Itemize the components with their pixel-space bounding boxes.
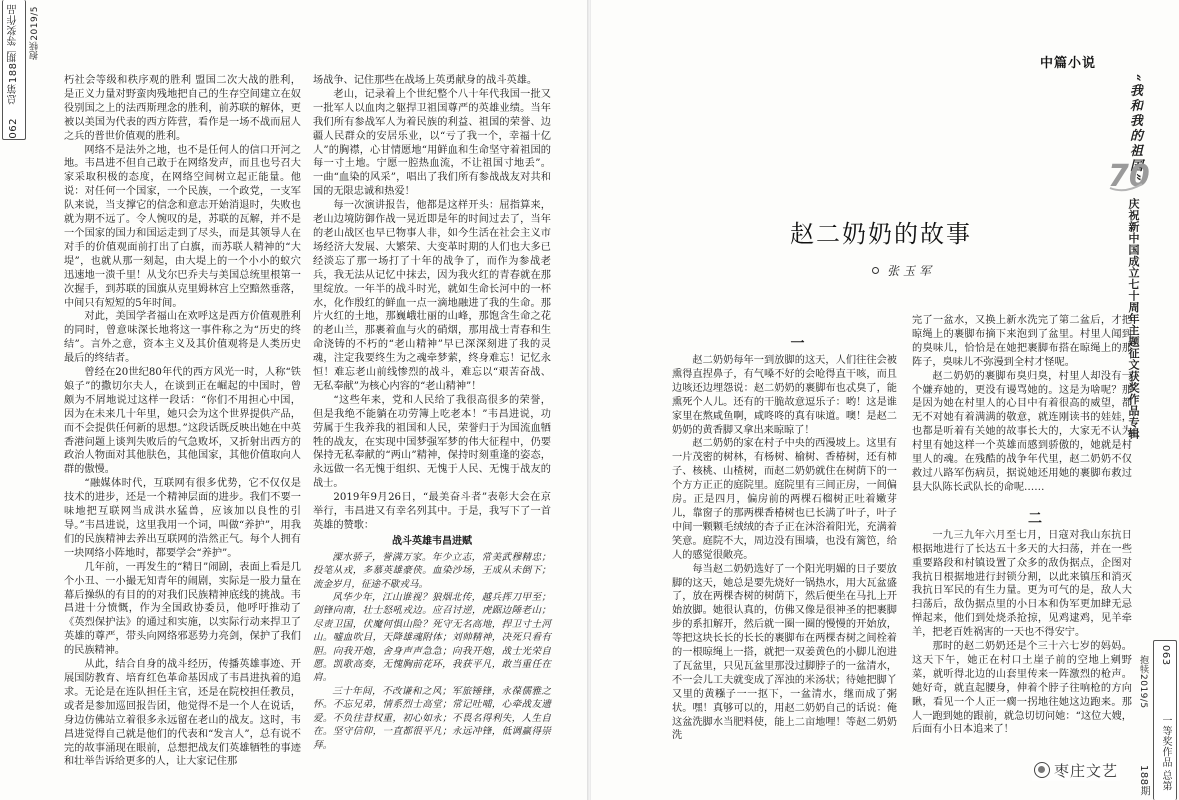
right-column-1	[672, 334, 897, 794]
right-tab-journal: 抱犊2019/5	[1138, 655, 1148, 709]
paragraph: 网络不是法外之地，也不是任何人的信口开河之地。韦昌进不但自己敢于在网络发声，而且也号召大家采取积极的态度，在网络空间树立起正能量。他说：对任何一个国家，一个民族，一个政党，一支军队来说，当支撑它的信念和意志开始消退时，失败也就为期不远了。令人惋叹的是，苏联的瓦解，并不是一个国家的国力和国运走到了尽头，而是其领导人在对手的价值观面前打出了白旗，而苏联人精神的“大堤”，也就从那一刻起，由大堤上的一个小小的蚁穴迅速地一溃千里！从戈尔巴乔夫与美国总统里根第一次握手，到苏联的国旗从克里姆林宫上空黯然垂落，中间只有短短的5年时间。	[64, 144, 301, 309]
author-name: 张玉军	[887, 264, 936, 278]
section-label: 中篇小说	[1040, 56, 1097, 71]
right-tab-issue: 总第188期	[1138, 764, 1171, 797]
wechat-icon	[1034, 762, 1050, 778]
poem-stanza: 溧水骄子，誉满万家。年少立志，常美武穆精忠；投笔从戎，多慕英雄豪侠。血染沙场，王成从未倒下；流金岁月，征途不歇戎马。	[313, 551, 551, 590]
paragraph: 每一次演讲报告，他都是这样开头：屈指算来，老山边境防御作战一晃近即是年的时间过去了，当年的老山战区也早已物事人非，如今生活在社会主义市场经济大发展、大繁荣、大变革时期的人们也大多已经淡忘了那一场打了十年的战争了，而作为参战老兵，我无法从记忆中抹去，因为我火红的青春就在那里绽放。一年半的战斗时光，就如生命长河中的一杯水，化作殷红的鲜血一点一滴地融进了我的生命。那片火红的土地，那巍峨壮丽的山峰，那饱含生命之花的老山兰，那裹着血与火的硝烟，那用战士青春和生命浇铸的不朽的“老山精神”早已深深刻进了我的灵魂，注定我要终生为之魂牵梦萦，终身难忘！记忆永恒！难忘老山前线惨烈的战斗，难忘以“艰苦奋战、无私奉献”为核心内容的“老山精神”！	[313, 200, 551, 392]
left-side-tab	[2, 0, 26, 140]
left-tab-issue: 总第188期	[8, 52, 19, 105]
paragraph: 每当赵二奶奶选好了一个阳光明媚的日子要放脚的这天，她总是要先烧好一锅热水，用大瓦盆盛了，放在两棵杏树的树荫下，然后便坐在马扎上开始放脚。她很认真的，仿佛又像是很神圣的把裹脚步的系扣解开，然后就一圈一圈的慢慢的开始放，等把这块长长的长长的裹脚布在两棵杏树之间栓着的一根晾绳上一搭，就把一双姜黄色的小脚儿泡进了瓦盆里，只见瓦盆里那没过脚脖子的一盆清水，不一会儿工夫就变成了浑浊的米汤状；待她把脚丫又里的黄糨子一一抠下，一盆清水，继而成了粥状。嘿！真够可以的，用赵二奶奶自己的话说：俺这盆洗脚水当肥料使，能上二亩地哩！等赵二奶奶洗	[672, 563, 897, 742]
poem-stanza: 三十年间，不改谦和之风；军旅锤锋，永葆儒雅之怀。不忘兄弟，情系烈士高堂；常记吐哺，心牵战友遗爱。不负往昔权重，初心如永；不畏名得利失，人生自在。坚守信仰，一直都很平凡；永远冲锋，低调赢得崇拜。	[313, 685, 551, 751]
paragraph: 从此，结合自身的战斗经历，传播英雄事迹、开展国防教育、培育红色革命基因成了韦昌进执着的追求。无论是在连队担任主官，还是在院校担任教员，或者是参加巡回报告团，他觉得不是一个人在说话，身边仿佛站立着很多永远留在老山的战友。这时，韦昌进觉得自己就是他们的代表和“发言人”，总有说不完的故事涌现在眼前，总想把战友们英雄牺牲的事迹和壮举告诉给更多的人，让大家记住那	[64, 659, 301, 768]
right-tab-award: 一等奖作品	[1160, 715, 1171, 768]
wechat-watermark	[1032, 760, 1120, 781]
paragraph: 对此，美国学者福山在欢呼这是西方价值观胜利的同时，曾意味深长地将这一事件称之为“历史的终结”。言外之意，资本主义及其价值观将是人类历史最后的终结者。	[64, 311, 301, 365]
section-number-two: 二	[1028, 510, 1044, 527]
story-title: 赵二奶奶的故事	[790, 220, 972, 248]
bullet-circle-icon	[872, 267, 879, 274]
paragraph: 赵二奶奶的家在村子中央的西漫坡上。这里有一片茂密的树林，有杨树、榆树、香椿树，还有柿子、核桃、山楂树，而赵二奶奶就住在树荫下的一个方方正正的庭院里。庭院里有三间正房，一间偏房。正是四月，偏房前的两棵石榴树正吐着嫩芽儿，靠窗子的那两棵香椿树也已长满了叶子，叶子中间一颗颗毛绒绒的杏子正在沐浴着阳光，充满着笑意。庭院不大，周边没有围墙，也没有篱笆，给人的感觉很敞亮。	[672, 438, 897, 561]
right-column-2	[912, 314, 1132, 794]
poem-title: 战斗英雄韦昌进赋	[392, 535, 472, 547]
section-number-one: 一	[790, 336, 807, 352]
series-title: “我和我的祖国”	[1127, 74, 1142, 183]
left-tab-award: 一等奖作品	[8, 4, 19, 57]
paragraph: “融媒体时代，互联网有很多优势，它不仅仅是技术的进步，还是一个精神层面的进步。我们不要一味地把互联网当成洪水猛兽，应该加以良性的引导。”韦昌进说，这里我用一个词，叫做“养护”，用我们的民族精神去养出互联网的浩然正气。每个人拥有一块网络小阵地时，都要学会“养护”。	[64, 478, 301, 559]
paragraph: 朽社会等级和秩序观的胜利 盟国二次大战的胜利，是正义力量对野蛮肉残地把自己的生存空间建立在奴役别国之上的法西斯理念的胜利，前苏联的解体，更被以美国为代表的西方阵营，看作是一场不战而屈人之兵的普世价值观的胜利。	[64, 75, 301, 142]
paragraph: 曾经在20世纪80年代的西方风光一时，人称“铁娘子”的撒切尔夫人，在谈到正在崛起的中国时，曾颇为不屑地说过这样一段话：“你们不用担心中国，因为在未来几十年里，她只会为这个世界提供产品，而不会提供任何新的思想。”这段话既反映出她在中英香港问题上谈判失败后的气急败坏，又折射出西方的政治人物面对其他肤色，其他国家，其他价值取向人群的傲慢。	[64, 367, 301, 476]
series-subtitle: 庆祝新中国成立七十周年主题征文获奖作品专辑	[1127, 198, 1140, 440]
anniversary-70-logo	[1106, 154, 1150, 194]
right-tab-page-number: 063	[1160, 645, 1171, 666]
watermark-text: 枣庄文艺	[1054, 762, 1119, 780]
paragraph: 那时的赵二奶奶还是个三十六七岁的妈妈。这天下午，她正在村口土崖子前的空地上剜野菜，就听得北边的山套里传来一阵激烈的枪声。她好奇，就直起腰身，伸着个脖子往响枪的方向瞅，看见一个人正一瘸一拐地往她这边跑来。那人一跑到她的跟前，就急切切问她：“这位大嫂，后面有小日本追来了！	[912, 641, 1132, 736]
paragraph: 赵二奶奶每年一到放脚的这天，人们往往会被熏得直捏鼻子，有气嗓不好的会呛得直干咳，而且边咳还边埋怨说：赵二奶奶的裹脚布也忒臭了，能熏死个人儿。还有的干脆故意逗乐子：哟！这是谁家里在熬咸鱼啊，咸咚咚的真有味道。噢！是赵二奶奶的黄香脚又拿出来晾晾了！	[672, 355, 897, 436]
left-tab-page-number: 062	[8, 118, 19, 139]
paragraph: 一九三九年六月至七月，日寇对我山东抗日根据地进行了长达五十多天的大扫荡，并在一些重要路段和村镇设置了众多的敌伪据点，企图对我抗日根据地进行封锁分割，以此来镇压和消灭我抗日军民的有生力量。更为可气的是，敌人大扫荡后，敌伪据点里的小日本和伪军更加肆无忌惮起来，他们到处烧杀抢掠，见鸡逮鸡，见羊牵羊，把老百姓祸害的一天也不得安宁。	[912, 529, 1132, 639]
paragraph: 赵二奶奶的裹脚布臭归臭，村里人却没有一个嫌弃她的，更没有谩骂她的。这是为啥呢？那是因为她在村里人的心目中有着很高的威望，都无不对她有着满满的敬意，就连刚读书的娃娃，也都是听着有关她的故事长大的，大家无不认为村里有她这样一个英雄而感到骄傲的，她就是村里人的魂。在残酷的战争年代里，赵二奶奶不仅救过八路军伤病员，据说她还用她的裹脚布救过县大队陈长武队长的命呢……	[912, 370, 1132, 493]
author-line	[872, 262, 935, 279]
left-page	[0, 0, 588, 800]
paragraph: 完了一盆水，又换上新水洗完了第二盆后，才把晾绳上的裹脚布摘下来泡到了盆里。村里人闻到的臭味儿，恰恰是在她把裹脚布搭在晾绳上的那阵子，臭味儿不弥漫到全村才怪呢。	[912, 315, 1132, 368]
logo-number: 70	[1108, 159, 1150, 194]
paragraph: 2019年9月26日，“最美奋斗者”表彰大会在京举行，韦昌进又有幸名列其中。于是，我写下了一首英雄的赞歌：	[313, 492, 551, 531]
left-tab-journal: 抱犊2019/5	[30, 6, 40, 60]
poem-stanza: 风华少年，江山谁视？狼烟北传，越兵挥刀甲至；剑锋向南，壮士怒吼戎边。应召讨逆，虎踞边陲老山；尽责卫国，伏魔何惧山险？死守无名高地，捍卫寸土河山。嘘血吹目，天降雄魂附体；刘帅精神，决死只看有胆。向我开炮，舍身声声急急；向我开炮，战士光荣自愿。凯歌高奏，无愧胸前花环，我获平凡，敢当重任在肩。	[313, 592, 551, 684]
paragraph: 场战争、记住那些在战场上英勇献身的战斗英雄。	[313, 75, 538, 86]
paragraph: 老山，记录着上个世纪整个八十年代我国一批又一批军人以血肉之躯捍卫祖国尊严的英雄业绩。当年我们所有参战军人为着民族的利益、祖国的荣誉、边疆人民群众的安居乐业，以“亏了我一个，幸福十亿人”的胸襟，心甘情愿地“用鲜血和生命坚守着祖国的每一寸土地。宁愿一腔热血流，不让祖国寸地丢”。一曲“血染的风采”，唱出了我们所有参战战友对共和国的无限忠诚和热爱！	[313, 88, 551, 198]
left-column-1	[64, 74, 301, 792]
paragraph: 几年前，一再发生的“精日”闹剧，表面上看是几个小丑、一小撮无知青年的闹剧，实际是一股力量在幕后操纵的有目的的对我们民族精神底线的挑战。韦昌进十分愤慨，作为全国政协委员，他呼吁推动了《英烈保护法》的通过和实施，以实际行动来捍卫了英雄的尊严，带头向网络邪恶势力亮剑，保护了我们的民族精神。	[64, 561, 301, 657]
paragraph: “这些年来，党和人民给了我很高很多的荣誉，但是我绝不能躺在功劳簿上吃老本！”韦昌进说，功劳属于生我养我的祖国和人民，荣誉归于为国流血牺牲的战友，在实现中国梦强军梦的伟大征程中，仍要保持无私奉献的“两山”精神，保持时刻重逢的姿态，永远做一名无愧于组织、无愧于人民、无愧于战友的战士。	[313, 394, 551, 490]
left-column-2	[313, 74, 551, 792]
